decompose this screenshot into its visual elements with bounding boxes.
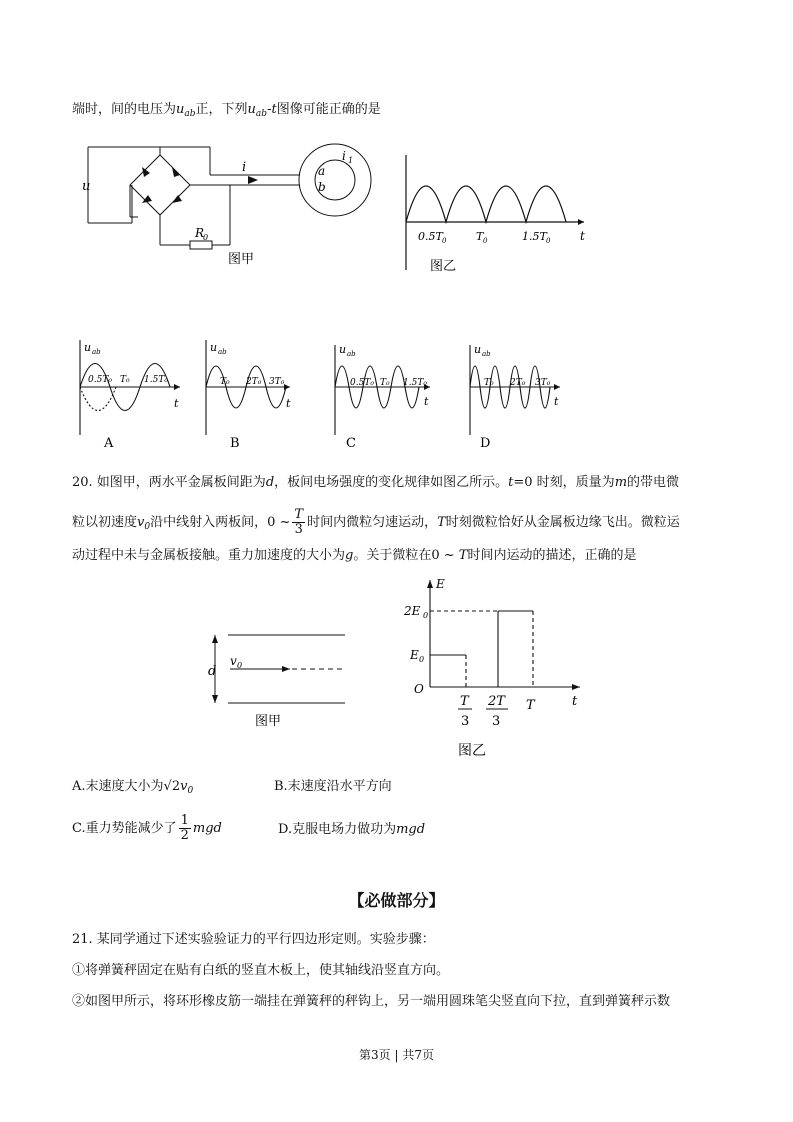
field-e0-sub: 0 <box>419 655 425 664</box>
option-c-tick-3: 1.5T₀ <box>403 378 427 388</box>
q20-plates-figure <box>200 625 360 735</box>
current-i1-label: i <box>342 149 346 163</box>
resistor-sub: 0 <box>203 233 209 242</box>
option-a-tick-2: T₀ <box>120 375 130 385</box>
plates-v0-label: v <box>230 654 237 668</box>
resistor-label: R <box>195 226 205 240</box>
q19-stem-line: 端时，间的电压为$u_{ab}$正，下列$u_{ab}-t$图像可能正确的是 <box>72 102 381 119</box>
field-2e0-sub: 0 <box>423 611 429 620</box>
plates-d-label: d <box>208 664 217 679</box>
wave-tick-2: T <box>476 230 484 243</box>
option-d-ylabel-sub: ab <box>482 350 491 358</box>
field-origin: O <box>414 682 424 696</box>
plates-v0-sub: 0 <box>237 661 243 670</box>
field-tick-2-den: 3 <box>492 714 501 729</box>
option-c-tick-1: 0.5T₀ <box>350 378 374 388</box>
wave-tick-3-sub: 0 <box>546 237 551 245</box>
q20-line-1: 20. 如图甲，两水平金属板间距为d，板间电场强度的变化规律如图乙所示。t=0 时刻，质量为m的带电微 <box>72 475 680 490</box>
q20-option-c[interactable]: C.重力势能减少了 $\frac{1}{2}$ mgd <box>72 813 222 843</box>
option-c-tick-2: T₀ <box>380 378 390 388</box>
option-a-ylabel: u <box>84 341 92 354</box>
option-a-label[interactable]: A <box>104 436 114 451</box>
field-caption: 图乙 <box>458 743 486 759</box>
current-i1-sub: 1 <box>348 156 354 165</box>
wave-tick-3: 1.5T <box>522 230 547 243</box>
option-a-tick-3: 1.5T₀ <box>144 375 168 385</box>
source-u-label: u <box>82 179 91 194</box>
plates-caption: 图甲 <box>255 714 282 729</box>
rectified-wave-curve <box>406 186 566 222</box>
wave-t-label: t <box>580 229 585 243</box>
field-tick-3: T <box>526 698 535 713</box>
option-b-label[interactable]: B <box>230 436 240 451</box>
option-b-tick-2: 2T₀ <box>246 377 262 387</box>
option-b-tick-3: 3T₀ <box>269 377 285 387</box>
option-b-ylabel-sub: ab <box>218 348 227 356</box>
wave-tick-2-sub: 0 <box>483 237 488 245</box>
option-d-label[interactable]: D <box>480 436 491 451</box>
option-c-ylabel: u <box>339 343 347 356</box>
q20-field-figure <box>400 575 600 760</box>
option-d-t: t <box>554 395 559 408</box>
option-c-t: t <box>424 395 429 408</box>
q20-line-2: 粒以初速度$v_0$沿中线射入两板间，0 ~ $\frac{T}{3}$ 时间内微粒匀速运动，T时刻微粒恰好从金属板边缘飞出。微粒运 <box>72 507 680 537</box>
terminal-a-label: a <box>318 164 326 178</box>
option-b-ylabel: u <box>210 341 218 354</box>
option-d-tick-1: T₀ <box>484 378 494 388</box>
option-a-ylabel-sub: ab <box>92 348 101 356</box>
option-b-tick-1: T₀ <box>220 377 230 387</box>
field-tick-1-num: T <box>460 694 469 709</box>
field-tick-1-den: 3 <box>461 714 470 729</box>
wave-tick-1: 0.5T <box>418 230 443 243</box>
figure-jia-caption: 图甲 <box>228 252 255 267</box>
field-2e0-label: 2E <box>404 604 421 618</box>
option-b-t: t <box>286 397 291 410</box>
terminal-b-label: b <box>318 180 326 194</box>
field-t-axis: t <box>572 694 578 709</box>
field-e0-label: E <box>410 648 419 662</box>
q21-line-1: 21. 某同学通过下述实验验证力的平行四边形定则。实验步骤： <box>72 932 435 947</box>
page-footer: 第3页 | 共7页 <box>359 1048 434 1062</box>
q19-options-graphs <box>70 335 610 460</box>
current-i-label: i <box>242 160 247 175</box>
q21-step-1: ①将弹簧秤固定在贴有白纸的竖直木板上，使其轴线沿竖直方向。 <box>72 963 450 978</box>
option-d-ylabel: u <box>474 343 482 356</box>
option-a-t: t <box>174 397 179 410</box>
option-d-tick-2: 2T₀ <box>510 378 526 388</box>
section-title: 【必做部分】 <box>348 891 445 910</box>
figure-yi-caption: 图乙 <box>430 259 457 274</box>
option-c-label[interactable]: C <box>346 436 356 451</box>
q20-option-d[interactable]: D.克服电场力做功为mgd <box>278 822 426 837</box>
q20-line-3: 动过程中未与金属板接触。重力加速度的大小为g。关于微粒在0 ~ T时间内运动的描述，正确的是 <box>72 548 637 563</box>
q19-circuit-figure <box>80 135 380 275</box>
q20-option-b[interactable]: B.末速度沿水平方向 <box>274 779 392 794</box>
option-c-ylabel-sub: ab <box>347 350 356 358</box>
q19-wave-figure <box>396 150 596 280</box>
q20-option-a[interactable]: A.末速度大小为$√2v_0$ <box>72 779 194 796</box>
q21-step-2: ②如图甲所示，将环形橡皮筋一端挂在弹簧秤的秤钩上，另一端用圆珠笔尖竖直向下拉，直到弹簧秤示数 <box>72 994 671 1009</box>
option-a-tick-1: 0.5T₀ <box>88 375 112 385</box>
field-tick-2-num: 2T <box>488 694 505 709</box>
wave-tick-1-sub: 0 <box>442 237 447 245</box>
field-e-axis: E <box>436 577 445 591</box>
option-d-tick-3: 3T₀ <box>535 378 551 388</box>
